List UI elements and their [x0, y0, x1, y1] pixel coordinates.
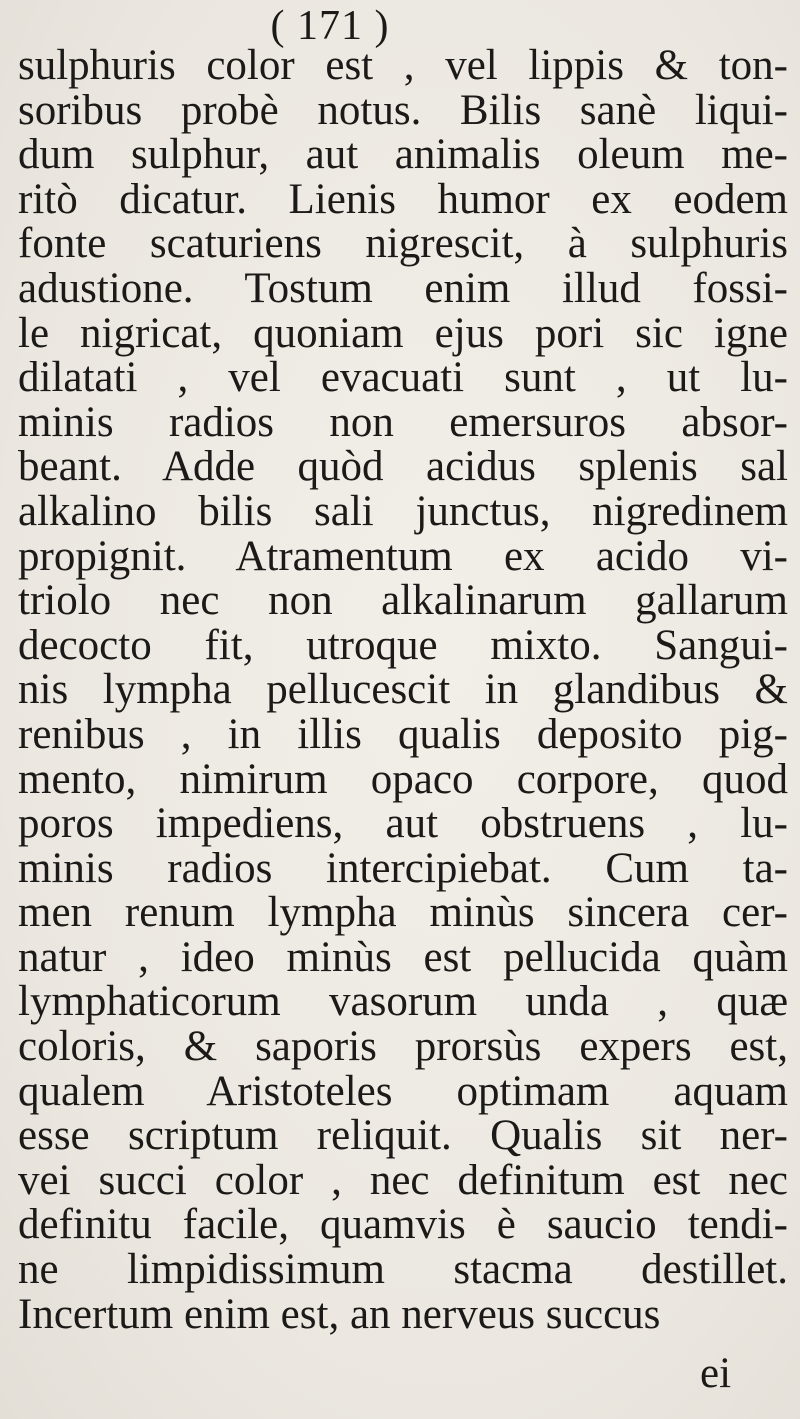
text-line: men renum lympha minùs sincera cer-: [18, 889, 788, 937]
text-line: poros impediens, aut obstruens , lu-: [18, 800, 788, 848]
text-line: propignit. Atramentum ex acido vi-: [18, 532, 788, 580]
text-line: minis radios intercipiebat. Cum ta-: [18, 844, 788, 892]
text-line: beant. Adde quòd acidus splenis sal: [18, 443, 788, 491]
text-line: soribus probè notus. Bilis sanè liqui-: [18, 86, 788, 134]
text-line: coloris, & saporis prorsùs expers est,: [18, 1023, 788, 1071]
text-line: ritò dicatur. Lienis humor ex eodem: [18, 175, 788, 223]
text-line: decocto fit, utroque mixto. Sangui-: [18, 621, 788, 669]
text-line: fonte scaturiens nigrescit, à sulphuris: [18, 220, 788, 268]
text-line: vei succi color , nec definitum est nec: [18, 1156, 788, 1204]
text-line: nis lympha pellucescit in glandibus &: [18, 666, 788, 714]
page-number: ( 171 ): [270, 3, 390, 49]
text-line: adustione. Tostum enim illud fossi-: [18, 264, 788, 312]
text-line: alkalino bilis sali junctus, nigredinem: [18, 487, 788, 535]
text-line: dilatati , vel evacuati sunt , ut lu-: [18, 354, 788, 402]
text-line: Incertum enim est, an nerveus succus: [18, 1290, 661, 1338]
text-line: ne limpidissimum stacma destillet.: [18, 1246, 788, 1294]
body-text: [18, 44, 788, 1337]
text-line: definitu facile, quamvis è saucio tendi-: [18, 1201, 788, 1249]
text-line: renibus , in illis qualis deposito pig-: [18, 710, 788, 758]
text-line: minis radios non emersuros absor-: [18, 398, 788, 446]
text-line: esse scriptum reliquit. Qualis sit ner-: [18, 1112, 788, 1160]
text-line: natur , ideo minùs est pellucida quàm: [18, 933, 788, 981]
catchword: ei: [700, 1350, 732, 1397]
text-line: dum sulphur, aut animalis oleum me-: [18, 131, 788, 179]
text-line: sulphuris color est , vel lippis & ton-: [18, 42, 788, 89]
text-line: lymphaticorum vasorum unda , quæ: [18, 978, 788, 1026]
text-line: le nigricat, quoniam ejus pori sic igne: [18, 309, 788, 357]
text-line: qualem Aristoteles optimam aquam: [18, 1067, 788, 1115]
text-line: triolo nec non alkalinarum gallarum: [18, 577, 788, 625]
text-line: mento, nimirum opaco corpore, quod: [18, 755, 788, 803]
